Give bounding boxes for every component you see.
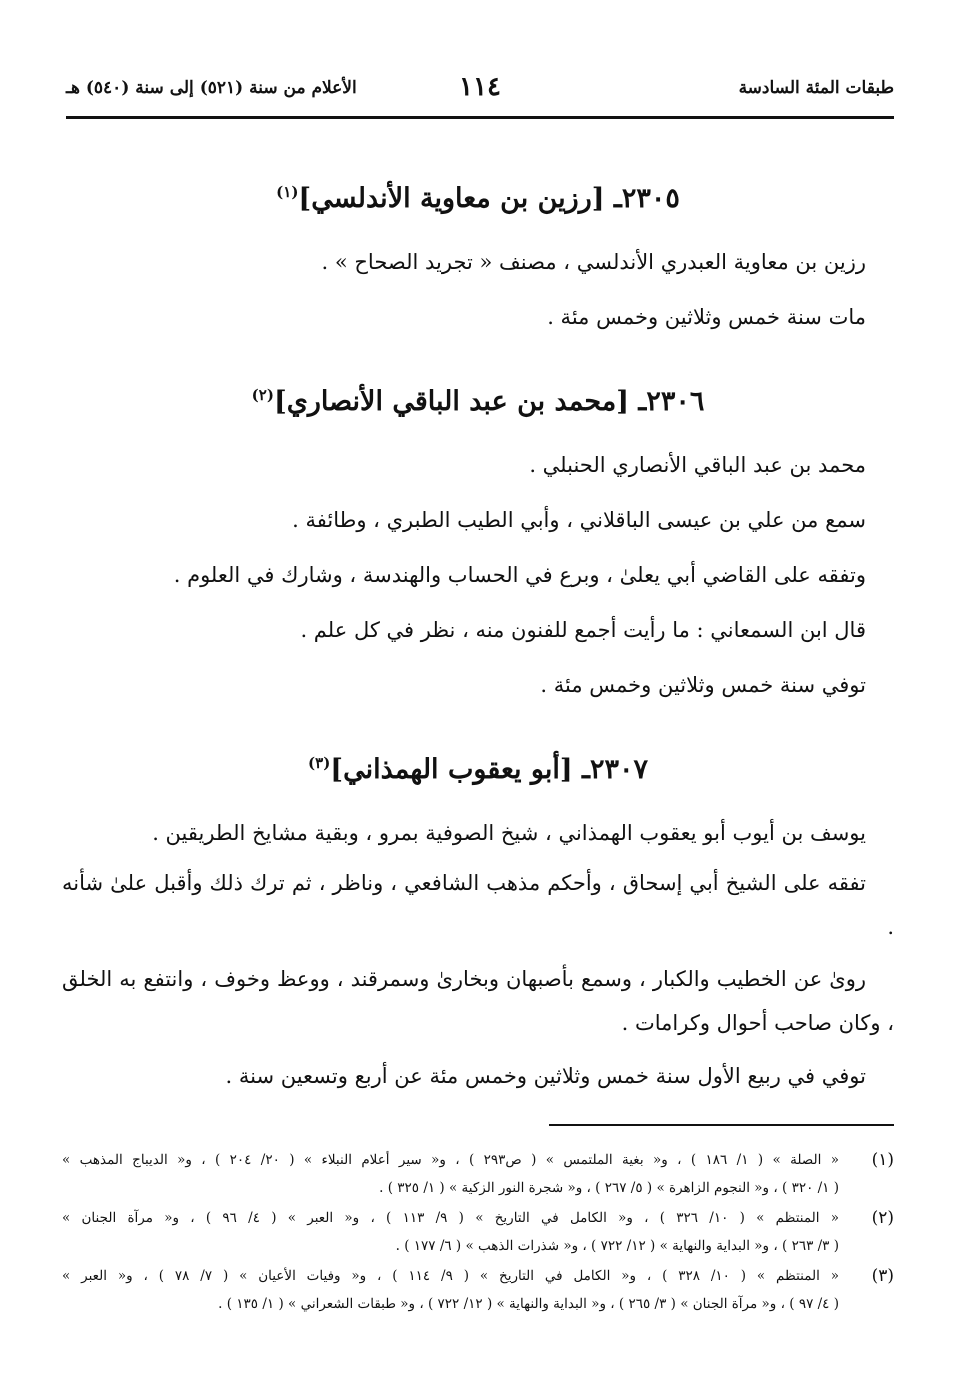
entry-paragraph: توفي سنة خمس وثلاثين وخمس مئة . xyxy=(540,673,866,697)
entry-title xyxy=(62,166,894,225)
entry-title-text: ٢٣٠٦ـ [محمد بن عبد الباقي الأنصاري] xyxy=(273,386,705,417)
entry-paragraph: قال ابن السمعاني : ما رأيت أجمع للفنون منه ، نظر في كل علم . xyxy=(300,618,866,642)
footnote-line: ( ١/ ٣٢٠ ) ، و« النجوم الزاهرة » ( ٥/ ٢٦٧ ) ، و« شجرة النور الزكية » ( ١/ ٣٢٥ ) . xyxy=(379,1180,839,1196)
entry-title-text: ٢٣٠٧ـ [أبو يعقوب الهمذاني] xyxy=(330,754,648,785)
footnote-number: (٣) xyxy=(871,1266,894,1286)
footnote-number: (٢) xyxy=(871,1208,894,1228)
header-section-title: طبقات المئة السادسة xyxy=(738,78,894,98)
entry-2305 xyxy=(62,166,894,345)
entry-paragraph: يوسف بن أيوب أبو يعقوب الهمذاني ، شيخ الصوفية بمرو ، وبقية مشايخ الطريقين . xyxy=(152,821,866,845)
header-range-title: الأعلام من سنة (٥٢١) إلى سنة (٥٤٠) هـ xyxy=(66,78,357,98)
footnote-divider xyxy=(549,1124,894,1126)
footnote-ref: (٢) xyxy=(251,386,274,404)
footnote-ref: (٣) xyxy=(308,754,331,772)
footnote-number: (١) xyxy=(871,1150,894,1170)
entry-title xyxy=(62,369,894,428)
running-header xyxy=(66,72,894,108)
entry-paragraph: روىٰ عن الخطيب والكبار ، وسمع بأصبهان وبخارىٰ وسمرقند ، ووعظ وخوف ، وانتفع به الخلق ، وكان صاحب أحوال وكرامات . xyxy=(62,967,894,1035)
footnote-line: « المنتظم » ( ١٠/ ٣٢٨ ) ، و« الكامل في التاريخ » ( ٩/ ١١٤ ) ، و« وفيات الأعيان » ( ٧/ ٧٨ ) ، و« العبر » xyxy=(62,1268,840,1284)
footnote-line: ( ٣/ ٢٦٣ ) ، و« البداية والنهاية » ( ١٢/ ٧٢٢ ) ، و« شذرات الذهب » ( ٦/ ١٧٧ ) . xyxy=(395,1238,839,1254)
entry-2306 xyxy=(62,369,894,713)
footnote-line: « المنتظم » ( ١٠/ ٣٢٦ ) ، و« الكامل في التاريخ » ( ٩/ ١١٣ ) ، و« العبر » ( ٤/ ٩٦ ) ، و« مرآة الجنان » xyxy=(62,1210,840,1226)
entry-paragraph: توفي في ربيع الأول سنة خمس وثلاثين وخمس مئة عن أربع وتسعين سنة . xyxy=(225,1064,866,1088)
entry-paragraph: رزين بن معاوية العبدري الأندلسي ، مصنف « تجريد الصحاح » . xyxy=(321,250,866,274)
entry-title-text: ٢٣٠٥ـ [رزين بن معاوية الأندلسي] xyxy=(298,183,680,214)
entry-paragraph: وتفقه على القاضي أبي يعلىٰ ، وبرع في الحساب والهندسة ، وشارك في العلوم . xyxy=(173,563,866,587)
footnote-ref: (١) xyxy=(276,183,299,201)
entry-title xyxy=(62,737,894,796)
footnote xyxy=(62,1146,894,1202)
entry-paragraph: سمع من علي بن عيسى الباقلاني ، وأبي الطيب الطبري ، وطائفة . xyxy=(292,508,866,532)
entry-paragraph: محمد بن عبد الباقي الأنصاري الحنبلي . xyxy=(529,453,866,477)
footnote xyxy=(62,1204,894,1260)
entry-2307 xyxy=(62,737,894,1104)
page-number: ١١٤ xyxy=(459,72,501,102)
footnote-line: « الصلة » ( ١/ ١٨٦ ) ، و« بغية الملتمس » ( ص٢٩٣ ) ، و« سير أعلام النبلاء » ( ٢٠/ ٢٠٤ ) ، و« الديباج المذهب » xyxy=(62,1152,840,1168)
entry-paragraph: مات سنة خمس وثلاثين وخمس مئة . xyxy=(547,305,866,329)
entry-paragraph: تفقه على الشيخ أبي إسحاق ، وأحكم مذهب الشافعي ، وناظر ، ثم ترك ذلك وأقبل علىٰ شأنه . xyxy=(62,871,894,939)
footnote-line: ( ٤/ ٩٧ ) ، و« مرآة الجنان » ( ٣/ ٢٦٥ ) ، و« البداية والنهاية » ( ١٢/ ٧٢٢ ) ، و« طبقات الشعراني » ( ١/ ١٣٥ ) . xyxy=(218,1296,839,1312)
footnotes xyxy=(62,1146,894,1320)
main-text xyxy=(62,166,894,1104)
header-divider xyxy=(66,116,894,119)
footnote xyxy=(62,1262,894,1318)
